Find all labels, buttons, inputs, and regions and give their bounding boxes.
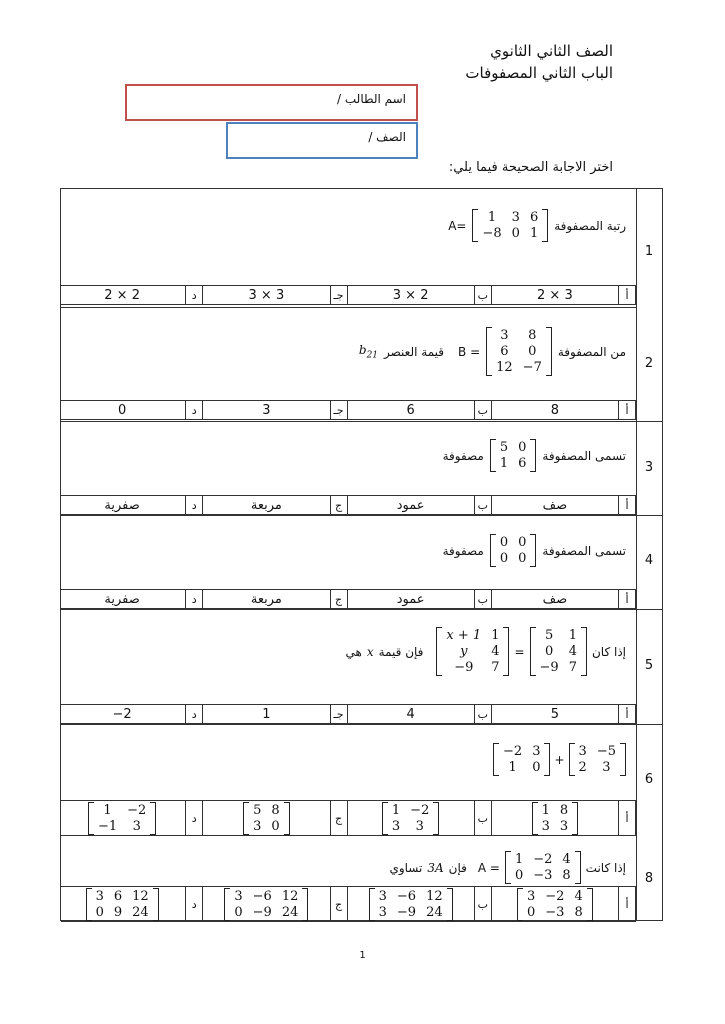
answer-row-4: [61, 589, 636, 609]
matrix-q6-a: [493, 743, 550, 776]
matrix-entry: 1: [529, 226, 539, 241]
choice-label: أ: [618, 496, 636, 514]
answer-option[interactable]: صفرية: [104, 591, 140, 607]
matrix-entry: 0: [518, 535, 527, 550]
matrix-entry: 3: [500, 328, 509, 343]
bracket-left: [382, 802, 388, 835]
header-line-1: الصف الثاني الثانوي: [490, 42, 613, 60]
question-number: 6: [644, 772, 654, 787]
matrix-entry: 0: [499, 535, 509, 550]
bracket-left: [243, 802, 249, 835]
matrix-entry: −8: [482, 226, 502, 241]
bracket-right: [544, 743, 550, 776]
matrix-entry: −2: [127, 802, 147, 818]
matrix-entry: 0: [499, 551, 509, 566]
answer-option[interactable]: عمود: [396, 591, 425, 607]
bracket-left: [436, 627, 442, 676]
bracket-right: [546, 327, 552, 376]
matrix-q4: [490, 534, 537, 567]
question-8-text: إذا كانت 1 −2 4 0 −3 8 A = فإن 3A تساوي: [389, 852, 626, 883]
answer-option[interactable]: 4: [406, 706, 415, 722]
matrix-grid: [442, 627, 503, 676]
bracket-right: [572, 802, 578, 835]
answer-option[interactable]: 2 × 2: [104, 287, 140, 303]
matrix-entry: y: [460, 644, 468, 659]
answer-option[interactable]: 5: [550, 706, 560, 722]
matrix-entry: 1: [541, 802, 550, 818]
matrix-entry: −9: [252, 904, 272, 920]
matrix-entry: 3: [378, 904, 387, 920]
answer-option[interactable]: صفرية: [104, 497, 140, 513]
answer-option[interactable]: عمود: [396, 497, 425, 513]
answer-option[interactable]: صف: [542, 497, 568, 513]
matrix-entry: 8: [271, 802, 280, 818]
matrix-grid: [492, 327, 546, 376]
matrix-entry: 0: [528, 344, 537, 359]
matrix-entry: 1: [487, 210, 497, 225]
matrix-entry: 6: [518, 456, 527, 471]
question-number: 1: [644, 244, 654, 259]
matrix-entry: 3: [578, 744, 587, 759]
matrix-entry: 1: [491, 628, 500, 643]
choice-label: أ: [618, 286, 636, 304]
matrix-grid: [536, 627, 581, 676]
matrix-entry: 3: [391, 818, 401, 834]
choice-label: د: [185, 401, 203, 419]
answer-matrix: [382, 802, 439, 835]
bracket-left: [569, 743, 575, 776]
matrix-entry: 24: [426, 904, 443, 920]
student-name-field[interactable]: [125, 84, 418, 121]
matrix-entry: 0: [518, 440, 527, 455]
matrix-entry: 0: [544, 644, 554, 659]
bracket-right: [620, 743, 626, 776]
matrix-entry: 9: [113, 904, 123, 920]
matrix-entry: 6: [529, 210, 539, 225]
bracket-left: [532, 802, 538, 835]
choice-label: د: [185, 801, 203, 835]
choice-label: أ: [618, 401, 636, 419]
answer-matrix: [532, 802, 579, 835]
matrix-q5-left: [436, 627, 509, 676]
bracket-left: [530, 627, 536, 676]
matrix-entry: 4: [562, 852, 571, 867]
matrix-entry: 12: [281, 888, 299, 904]
class-label: الصف /: [368, 130, 406, 144]
bracket-left: [486, 327, 492, 376]
matrix-entry: 0: [234, 904, 243, 920]
bracket-right: [433, 802, 439, 835]
bracket-right: [150, 802, 156, 835]
answer-option[interactable]: 0: [117, 402, 127, 418]
matrix-grid: [230, 888, 302, 921]
choice-label: أ: [618, 705, 636, 723]
bracket-left: [493, 743, 499, 776]
answer-option[interactable]: 3: [262, 402, 271, 418]
question-3-text: تسمى المصفوفة 5 0 1 6 مصفوفة: [442, 440, 626, 471]
answer-matrix: [243, 802, 290, 835]
bracket-left: [505, 851, 511, 884]
matrix-entry: −3: [533, 868, 553, 883]
choice-label: ج: [330, 590, 348, 608]
bracket-right: [542, 209, 548, 242]
separator: [61, 609, 662, 610]
instruction: اختر الاجابة الصحيحة فيما يلي:: [448, 160, 613, 175]
matrix-entry: 5: [253, 802, 262, 818]
bracket-left: [517, 888, 523, 921]
answer-option[interactable]: −2: [112, 706, 132, 722]
matrix-entry: 3: [602, 760, 611, 775]
bracket-left: [490, 534, 496, 567]
matrix-entry: 2: [578, 760, 587, 775]
question-5-text: إذا كان 5 1 0 4 −9 7 = x + 1 1 y 4 −9 7 فإن قيمة x هي: [345, 628, 626, 675]
matrix-entry: 24: [132, 904, 149, 920]
matrix-entry: 8: [574, 904, 583, 920]
answer-option[interactable]: 8: [550, 402, 560, 418]
matrix-entry: 4: [574, 888, 583, 904]
choice-label: ب: [474, 590, 492, 608]
matrix-entry: −2: [503, 744, 523, 759]
choice-label: جـ: [330, 286, 348, 304]
answer-option[interactable]: [203, 801, 329, 835]
matrix-entry: −5: [596, 744, 616, 759]
matrix-entry: −1: [97, 818, 118, 834]
answer-option[interactable]: 6: [406, 402, 415, 418]
bracket-left: [369, 888, 375, 921]
matrix-entry: −2: [545, 888, 565, 904]
choice-label: ج: [330, 887, 348, 921]
matrix-grid: [92, 888, 153, 921]
matrix-entry: 3: [234, 888, 243, 904]
answer-option[interactable]: 3 × 3: [248, 287, 285, 303]
answer-option[interactable]: صف: [542, 591, 568, 607]
answer-option[interactable]: 2 × 3: [537, 287, 573, 303]
matrix-entry: 8: [528, 328, 537, 343]
matrix-entry: 1: [568, 628, 577, 643]
answer-row-3: [61, 495, 636, 515]
answer-row-6: [61, 800, 636, 836]
matrix-entry: 0: [532, 760, 541, 775]
matrix-q5-right: [530, 627, 587, 676]
matrix-entry: 24: [281, 904, 299, 920]
matrix-entry: −9: [539, 660, 559, 675]
separator: [61, 724, 662, 725]
bracket-right: [575, 851, 581, 884]
matrix-q1: [472, 209, 548, 242]
questions-table: [60, 188, 663, 921]
bracket-right: [503, 627, 509, 676]
header-line-2: الباب الثاني المصفوفات: [465, 64, 613, 82]
answer-option[interactable]: [348, 801, 474, 835]
answer-matrix: [88, 802, 156, 835]
question-number: 8: [644, 871, 654, 886]
bracket-left: [472, 209, 478, 242]
question-6-text: −2 3 1 0 + 3 −5 2 3: [493, 743, 626, 776]
matrix-grid: [499, 743, 544, 776]
choice-label: أ: [618, 801, 636, 835]
choice-label: د: [185, 887, 203, 921]
matrix-entry: −6: [396, 888, 417, 904]
separator: [61, 307, 636, 308]
answer-option[interactable]: [492, 801, 618, 835]
student-name-label: اسم الطالب /: [337, 92, 406, 106]
matrix-entry: 4: [491, 644, 500, 659]
answer-option[interactable]: [203, 887, 329, 921]
matrix-entry: 0: [514, 868, 524, 883]
matrix-grid: [523, 888, 587, 921]
choice-label: ب: [474, 887, 492, 921]
matrix-entry: 7: [568, 660, 577, 675]
page-number: 1: [359, 950, 366, 961]
answer-option[interactable]: [59, 801, 185, 835]
choice-label: د: [185, 590, 203, 608]
choice-label: ب: [474, 496, 492, 514]
bracket-right: [587, 888, 593, 921]
matrix-grid: [496, 534, 531, 567]
answer-option[interactable]: [59, 887, 185, 921]
matrix-entry: 8: [559, 802, 569, 818]
choice-label: ج: [330, 496, 348, 514]
matrix-entry: 12: [426, 888, 443, 904]
question-number: 2: [644, 356, 654, 371]
matrix-entry: 6: [113, 888, 123, 904]
matrix-entry: −3: [545, 904, 565, 920]
bracket-right: [447, 888, 453, 921]
matrix-entry: 12: [496, 360, 513, 375]
matrix-entry: 1: [391, 802, 401, 818]
matrix-entry: 4: [568, 644, 577, 659]
separator: [61, 421, 662, 422]
matrix-entry: 0: [527, 904, 536, 920]
bracket-right: [302, 888, 308, 921]
matrix-entry: −2: [533, 852, 553, 867]
matrix-grid: [375, 888, 447, 921]
matrix-grid: [94, 802, 150, 835]
bracket-left: [490, 439, 496, 472]
answer-row-5: [61, 704, 636, 724]
matrix-entry: 5: [544, 628, 554, 643]
matrix-grid: [511, 851, 575, 884]
matrix-entry: 1: [514, 852, 524, 867]
matrix-entry: 3: [95, 888, 104, 904]
bracket-left: [224, 888, 230, 921]
answer-option[interactable]: مربعة: [250, 591, 282, 607]
matrix-q6-b: [569, 743, 626, 776]
matrix-entry: 0: [518, 551, 527, 566]
matrix-entry: 6: [500, 344, 509, 359]
matrix-grid: [538, 802, 573, 835]
answer-matrix: [517, 888, 593, 921]
choice-label: ب: [474, 801, 492, 835]
matrix-grid: [496, 439, 531, 472]
choice-label: د: [185, 286, 203, 304]
bracket-right: [530, 439, 536, 472]
choice-label: د: [185, 496, 203, 514]
matrix-entry: 3: [559, 818, 569, 834]
matrix-entry: 8: [562, 868, 571, 883]
matrix-entry: 3: [415, 818, 424, 834]
matrix-entry: 3: [511, 210, 520, 225]
matrix-entry: 0: [511, 226, 520, 241]
choice-label: ب: [474, 401, 492, 419]
choice-label: أ: [618, 590, 636, 608]
matrix-entry: 1: [103, 802, 112, 818]
matrix-entry: −7: [522, 360, 542, 375]
matrix-q3: [490, 439, 537, 472]
matrix-entry: 3: [132, 818, 141, 834]
matrix-grid: [249, 802, 284, 835]
matrix-entry: 3: [527, 888, 536, 904]
answer-row-2: [61, 400, 636, 420]
matrix-entry: 12: [132, 888, 149, 904]
choice-label: أ: [618, 887, 636, 921]
matrix-grid: [478, 209, 542, 242]
choice-label: ج: [330, 801, 348, 835]
answer-option[interactable]: 3 × 2: [392, 287, 429, 303]
matrix-entry: 3: [541, 818, 550, 834]
matrix-grid: [575, 743, 620, 776]
bracket-left: [86, 888, 92, 921]
class-field[interactable]: [226, 122, 418, 159]
matrix-q8: [505, 851, 581, 884]
bracket-right: [284, 802, 290, 835]
answer-row-8: [61, 886, 636, 922]
answer-option[interactable]: [492, 887, 618, 921]
choice-label: جـ: [330, 401, 348, 419]
answer-matrix: [224, 888, 308, 921]
matrix-entry: 0: [95, 904, 104, 920]
answer-option[interactable]: 1: [262, 706, 271, 722]
answer-option[interactable]: مربعة: [250, 497, 282, 513]
matrix-entry: 1: [508, 760, 517, 775]
bracket-right: [530, 534, 536, 567]
matrix-entry: 3: [532, 744, 541, 759]
bracket-right: [153, 888, 159, 921]
question-number: 5: [644, 658, 654, 673]
bracket-right: [581, 627, 587, 676]
matrix-entry: 3: [378, 888, 387, 904]
question-4-text: تسمى المصفوفة 0 0 0 0 مصفوفة: [442, 535, 626, 566]
choice-label: ب: [474, 286, 492, 304]
matrix-entry: −9: [454, 660, 474, 675]
question-number: 4: [644, 553, 654, 568]
matrix-entry: 3: [253, 818, 262, 834]
matrix-entry: 1: [499, 456, 509, 471]
answer-option[interactable]: [348, 887, 474, 921]
answer-matrix: [86, 888, 159, 921]
matrix-entry: 0: [271, 818, 280, 834]
separator: [61, 515, 662, 516]
answer-row-1: [61, 285, 636, 305]
choice-label: ب: [474, 705, 492, 723]
question-2-text: من المصفوفة 3 8 6 0 12 −7 B = قيمة العنصر $b_{21}$: [358, 328, 626, 375]
matrix-entry: 7: [491, 660, 500, 675]
answer-matrix: [369, 888, 453, 921]
matrix-grid: [388, 802, 433, 835]
matrix-entry: −9: [396, 904, 417, 920]
choice-label: د: [185, 705, 203, 723]
question-1-text: رتبة المصفوفة 1 3 6 −8 0 1 A=: [448, 210, 626, 241]
matrix-entry: 5: [499, 440, 509, 455]
matrix-q2: [486, 327, 552, 376]
matrix-entry: −2: [410, 802, 430, 818]
choice-label: جـ: [330, 705, 348, 723]
matrix-entry: x + 1: [446, 628, 482, 643]
matrix-entry: −6: [252, 888, 272, 904]
bracket-left: [88, 802, 94, 835]
question-number: 3: [644, 460, 654, 475]
